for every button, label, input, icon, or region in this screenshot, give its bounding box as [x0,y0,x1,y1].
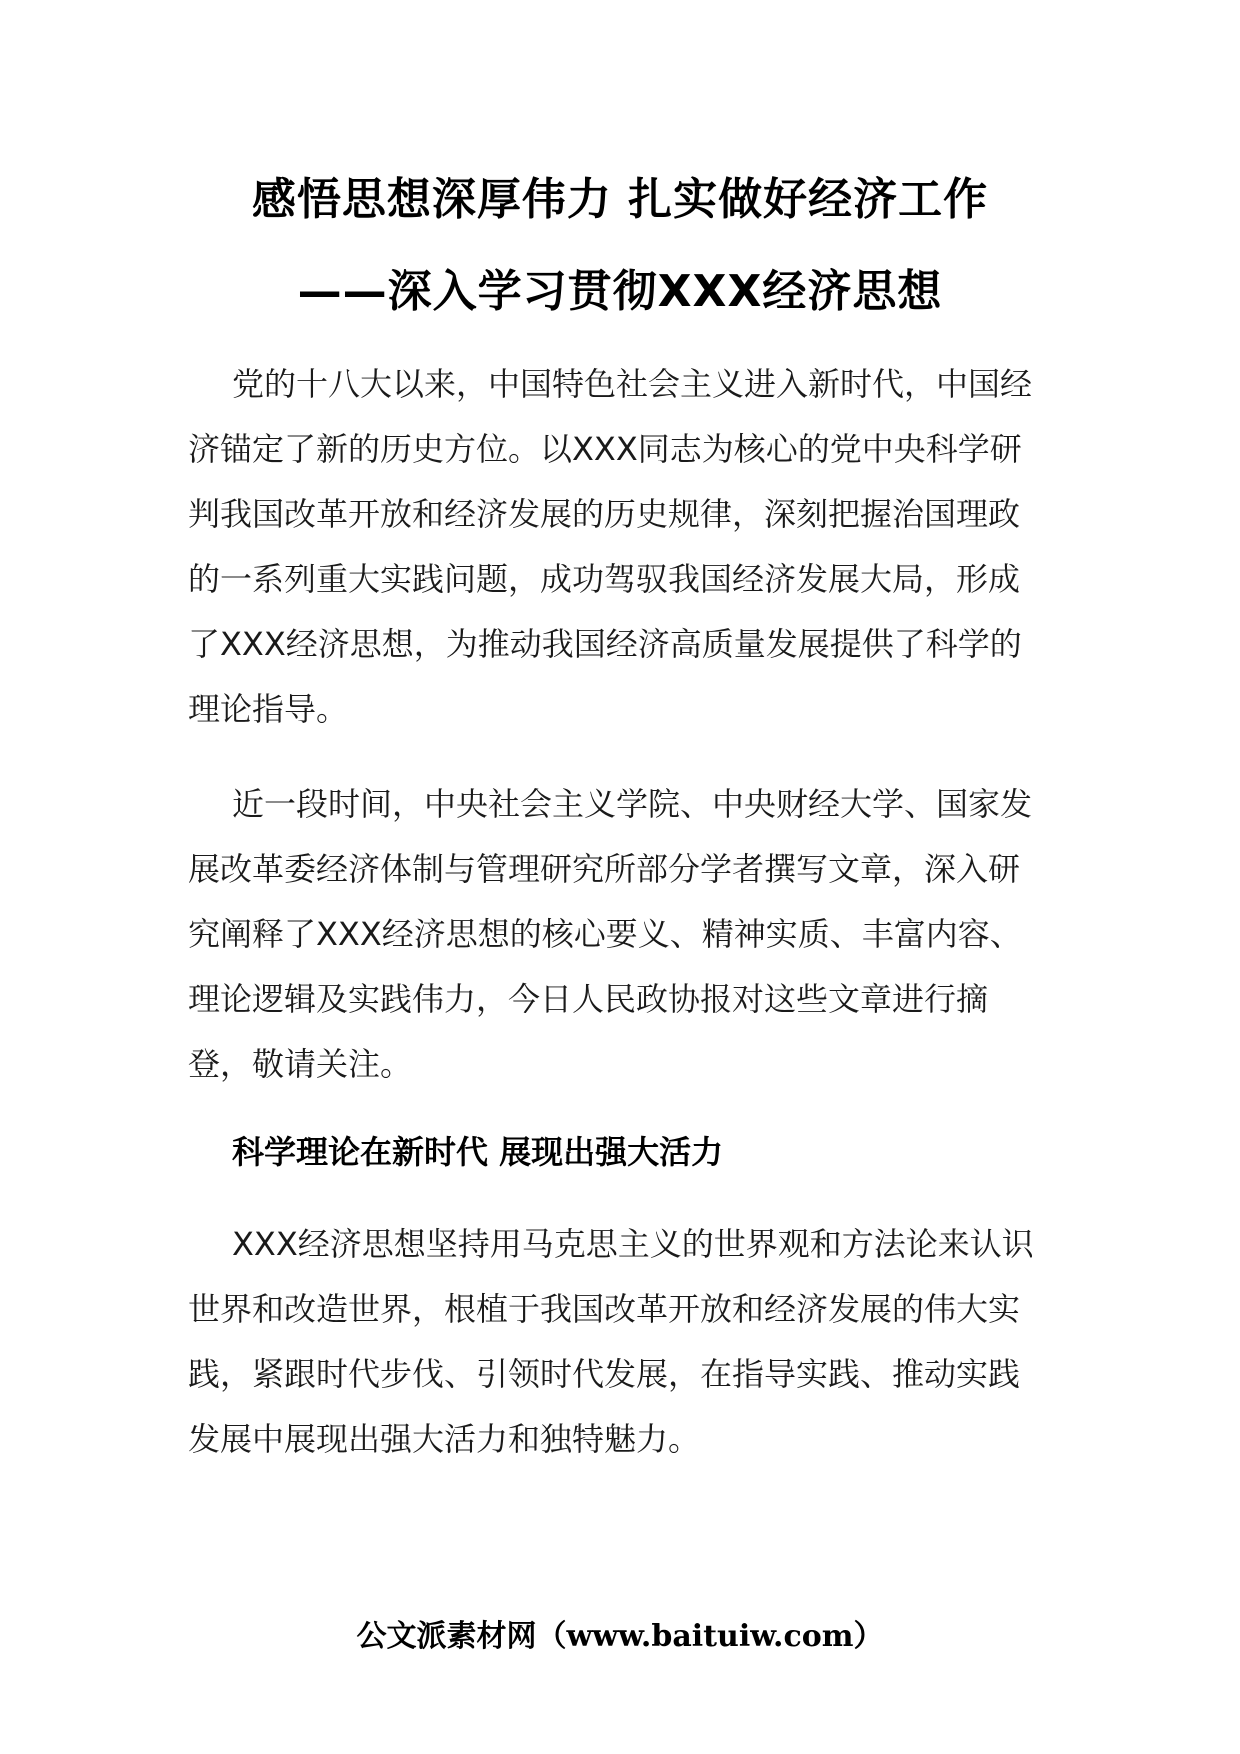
body-paragraph: 近一段时间，中央社会主义学院、中央财经大学、国家发展改革委经济体制与管理研究所部分学者撰写文章，深入研究阐释了XXX经济思想的核心要义、精神实质、丰富内容、理论逻辑及实践伟力，今日人民政协报对这些文章进行摘登，敬请关注。 [188,785,1033,1083]
document-subtitle: ——深入学习贯彻XXX经济思想 [297,266,943,317]
section-paragraph: XXX经济思想坚持用马克思主义的世界观和方法论来认识世界和改造世界，根植于我国改革开放和经济发展的伟大实践，紧跟时代步伐、引领时代发展，在指导实践、推动实践发展中展现出强大活力和独特魅力。 [188,1225,1034,1458]
paragraph-block-3 [188,1212,1048,1472]
section-heading: 科学理论在新时代 展现出强大活力 [232,1133,724,1171]
paragraph-block-1 [188,352,1048,742]
document-title: 感悟思想深厚伟力 扎实做好经济工作 [251,174,989,225]
footer-source: 公文派素材网（www.baituiw.com） [356,1619,884,1654]
paragraph-block-2 [188,772,1048,1097]
body-paragraph: 党的十八大以来，中国特色社会主义进入新时代，中国经济锚定了新的历史方位。以XXX同志为核心的党中央科学研判我国改革开放和经济发展的历史规律，深刻把握治国理政的一系列重大实践问题，成功驾驭我国经济发展大局，形成了XXX经济思想，为推动我国经济高质量发展提供了科学的理论指导。 [188,365,1033,728]
